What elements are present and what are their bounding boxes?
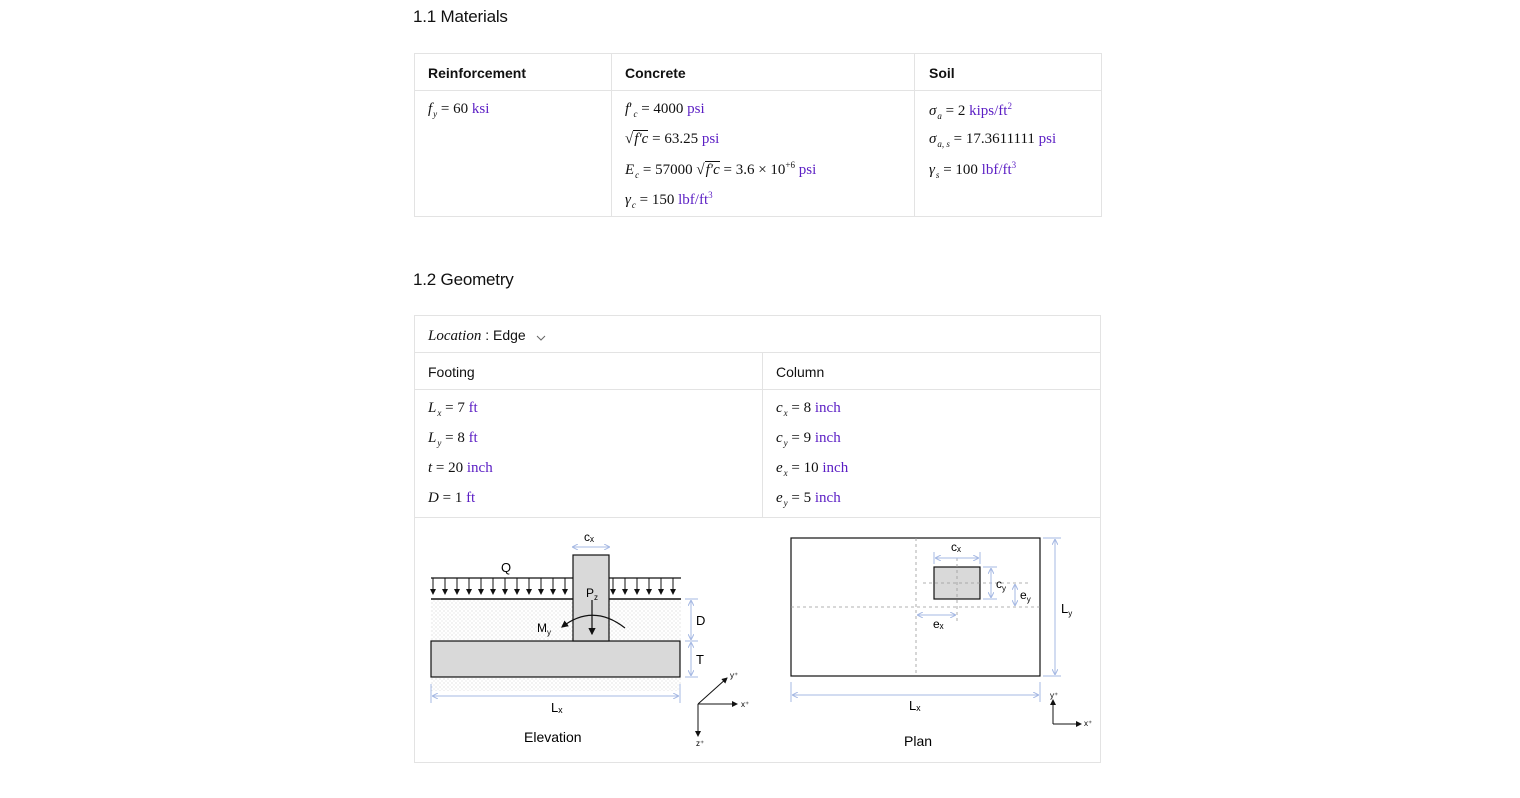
plan-ly-label: $L_y$ [1061,601,1073,618]
cx-row: $c_x = 8$ inch [776,400,841,418]
fc-unit: psi [687,101,705,117]
gamma-s-row: $\gamma_s = 100$ lbf/$ft^3$ [929,160,1017,180]
fc-value: 4000 [653,101,684,117]
sigma-a-unit: kips/$ft^2$ [969,101,1012,119]
elev-lx-label: Lₓ [551,700,563,715]
elev-q-label: Q [501,560,512,575]
location-value: Edge [493,327,526,343]
fy-value: 60 [453,101,469,117]
elev-z-axis: z⁺ [696,739,705,748]
sigma-a-value: 2 [957,103,966,119]
fc-row: $f'_c = 4000$ psi [625,101,705,119]
elev-t-label: T [696,652,704,667]
plan-lx-label: Lₓ [909,698,921,713]
header-reinforcement: Reinforcement [428,65,527,81]
ex-row: $e_x = 10$ inch [776,460,849,478]
elev-my-label: $M_y$ [537,621,551,637]
sigma-as-value: 17.3611111 [965,131,1035,147]
materials-title: 1.1 Materials [413,7,508,26]
elev-y-axis: y⁺ [730,671,739,680]
plan-ex-label: eₓ [933,617,944,631]
ey-row: $e_y = 5$ inch [776,490,841,508]
plan-ey-label: $e_y$ [1020,588,1031,604]
location-label: Location [428,328,482,344]
ly-row: $L_y = 8$ ft [428,430,478,448]
chevron-down-icon [536,328,546,344]
ec-coeff: 57000 [655,162,693,178]
lx-row: $L_x = 7$ ft [428,400,478,418]
gamma-c-value: 150 [651,192,675,208]
plan-cx-label: cₓ [951,540,961,554]
geometry-title: 1.2 Geometry [413,270,514,289]
plan-diagram [763,518,1099,762]
ec-unit: psi [798,162,817,178]
elevation-caption: Elevation [524,729,582,745]
header-soil: Soil [929,65,955,81]
elev-d-label: D [696,613,706,628]
cy-row: $c_y = 9$ inch [776,430,841,448]
header-footing: Footing [428,364,475,380]
elev-x-axis: x⁺ [741,700,750,709]
sigma-as-row: $\sigma_{a, s} = 17.3611111$ psi [929,131,1057,149]
sqrt-fc-unit: psi [701,131,720,147]
gamma-c-unit: lbf/$ft^3$ [678,190,713,208]
ec-exp: +6 [785,160,795,170]
gamma-s-unit: lbf/$ft^3$ [981,160,1017,178]
location-dropdown[interactable]: Location : Edge [428,327,546,345]
fy-row: $f_y = 60$ ksi [428,101,490,119]
elev-cx-label: cₓ [584,530,594,544]
header-column: Column [776,364,825,380]
fy-unit: ksi [471,101,490,117]
plan-x-axis: x⁺ [1084,719,1093,728]
plan-y-axis: y⁺ [1050,691,1059,700]
header-concrete: Concrete [625,65,686,81]
footing-block [431,641,680,677]
materials-table [414,53,1102,217]
plan-caption: Plan [904,733,933,749]
elevation-diagram [415,518,761,762]
gamma-c-row: $\gamma_c = 150$ lbf/$ft^3$ [625,190,713,210]
sqrt-fc-row: √f′c = 63.25 psi [625,131,720,147]
elev-pz-label: $P_z$ [586,586,599,602]
gamma-s-value: 100 [955,162,978,178]
ec-value: 3.6 × 10 [735,162,786,178]
d-row: D = 1 ft [428,490,476,506]
t-row: t = 20 inch [428,460,493,476]
plan-cy-label: $c_y$ [996,577,1006,593]
sigma-a-row: $\sigma_a = 2$ kips/$ft^2$ [929,101,1012,121]
ec-row: $E_c = 57000$ $√f'c = 3.6 \times 10^{+6}$ psi [625,160,817,180]
geometry-table [414,315,1101,763]
sigma-as-unit: psi [1038,131,1057,147]
sqrt-fc-value: 63.25 [664,131,699,147]
